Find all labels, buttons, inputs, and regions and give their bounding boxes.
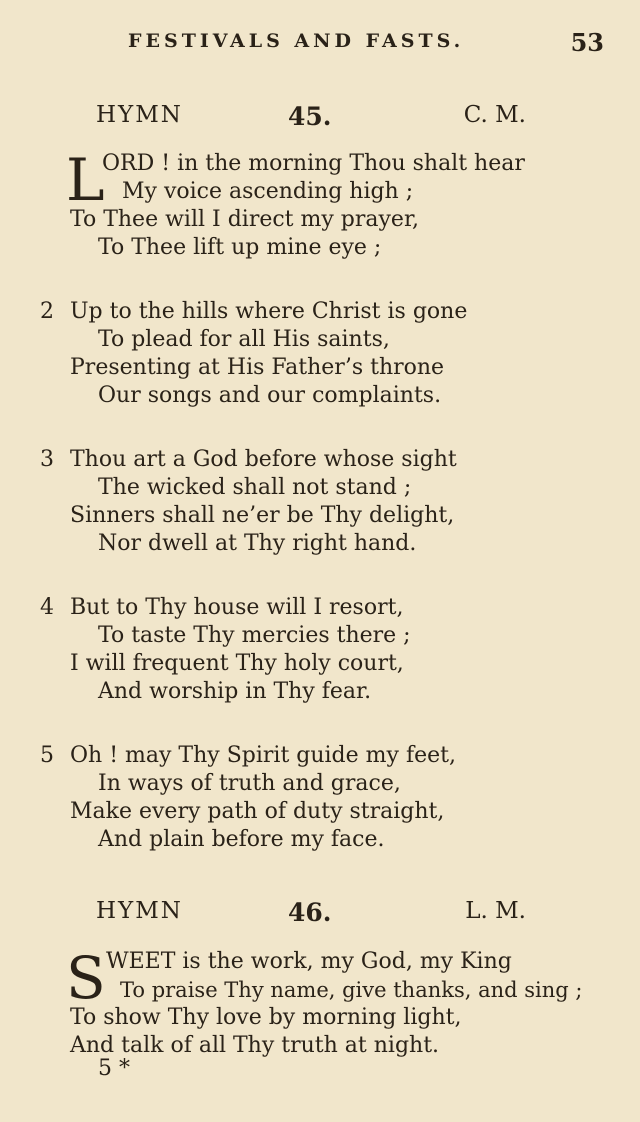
verse-number: 2 xyxy=(40,299,54,324)
verse-line: Nor dwell at Thy right hand. xyxy=(98,531,417,556)
verse-line: The wicked shall not stand ; xyxy=(98,475,412,500)
hymn-number: 46. xyxy=(288,898,332,927)
verse-number: 4 xyxy=(40,595,54,620)
hymn-meter: L. M. xyxy=(465,898,526,924)
hymn-meter: C. M. xyxy=(463,102,526,128)
verse-line: Up to the hills where Christ is gone xyxy=(70,299,468,324)
hymn-number: 45. xyxy=(288,102,332,131)
verse-line: Oh ! may Thy Spirit guide my feet, xyxy=(70,743,456,768)
hymn-45-verse-5 xyxy=(40,742,620,854)
verse-line: To taste Thy mercies there ; xyxy=(98,623,411,648)
hymn-45-verse-2 xyxy=(40,298,620,410)
verse-line: And talk of all Thy truth at night. xyxy=(70,1033,440,1058)
hymn-45-heading xyxy=(96,102,526,134)
hymn-label: HYMN xyxy=(96,102,183,128)
verse-line: And plain before my face. xyxy=(98,827,385,852)
hymn-45-verse-4 xyxy=(40,594,620,706)
verse-line: WEET is the work, my God, my King xyxy=(106,949,512,974)
verse-number: 5 xyxy=(40,743,54,768)
verse-line: In ways of truth and grace, xyxy=(98,771,401,796)
verse-line: My voice ascending high ; xyxy=(122,179,414,204)
drop-cap: L xyxy=(66,146,105,214)
verse-line: But to Thy house will I resort, xyxy=(70,595,404,620)
verse-line: Presenting at His Father’s throne xyxy=(70,355,445,380)
hymn-46-heading xyxy=(96,898,526,930)
verse-line: Make every path of duty straight, xyxy=(70,799,445,824)
hymn-label: HYMN xyxy=(96,898,183,924)
verse-line: To Thee lift up mine eye ; xyxy=(98,235,382,260)
verse-line: To Thee will I direct my prayer, xyxy=(70,207,420,232)
hymn-45-verse-3 xyxy=(40,446,620,558)
drop-cap: S xyxy=(66,944,106,1012)
verse-line: ORD ! in the morning Thou shalt hear xyxy=(102,151,525,176)
verse-line: Thou art a God before whose sight xyxy=(70,447,457,472)
running-title: FESTIVALS AND FASTS. xyxy=(128,30,465,52)
verse-line: To show Thy love by morning light, xyxy=(70,1005,462,1030)
verse-line: I will frequent Thy holy court, xyxy=(70,651,404,676)
verse-line: Our songs and our complaints. xyxy=(98,383,442,408)
hymn-46-verse-1 xyxy=(40,944,620,1060)
page-number: 53 xyxy=(570,28,604,57)
verse-line: To plead for all His saints, xyxy=(98,327,390,352)
hymn-45-verse-1 xyxy=(40,146,620,262)
verse-line: Sinners shall ne’er be Thy delight, xyxy=(70,503,455,528)
verse-line: And worship in Thy fear. xyxy=(98,679,372,704)
verse-line: To praise Thy name, give thanks, and sing ; xyxy=(120,978,583,1002)
signature-mark: 5 * xyxy=(98,1056,130,1081)
verse-number: 3 xyxy=(40,447,54,472)
